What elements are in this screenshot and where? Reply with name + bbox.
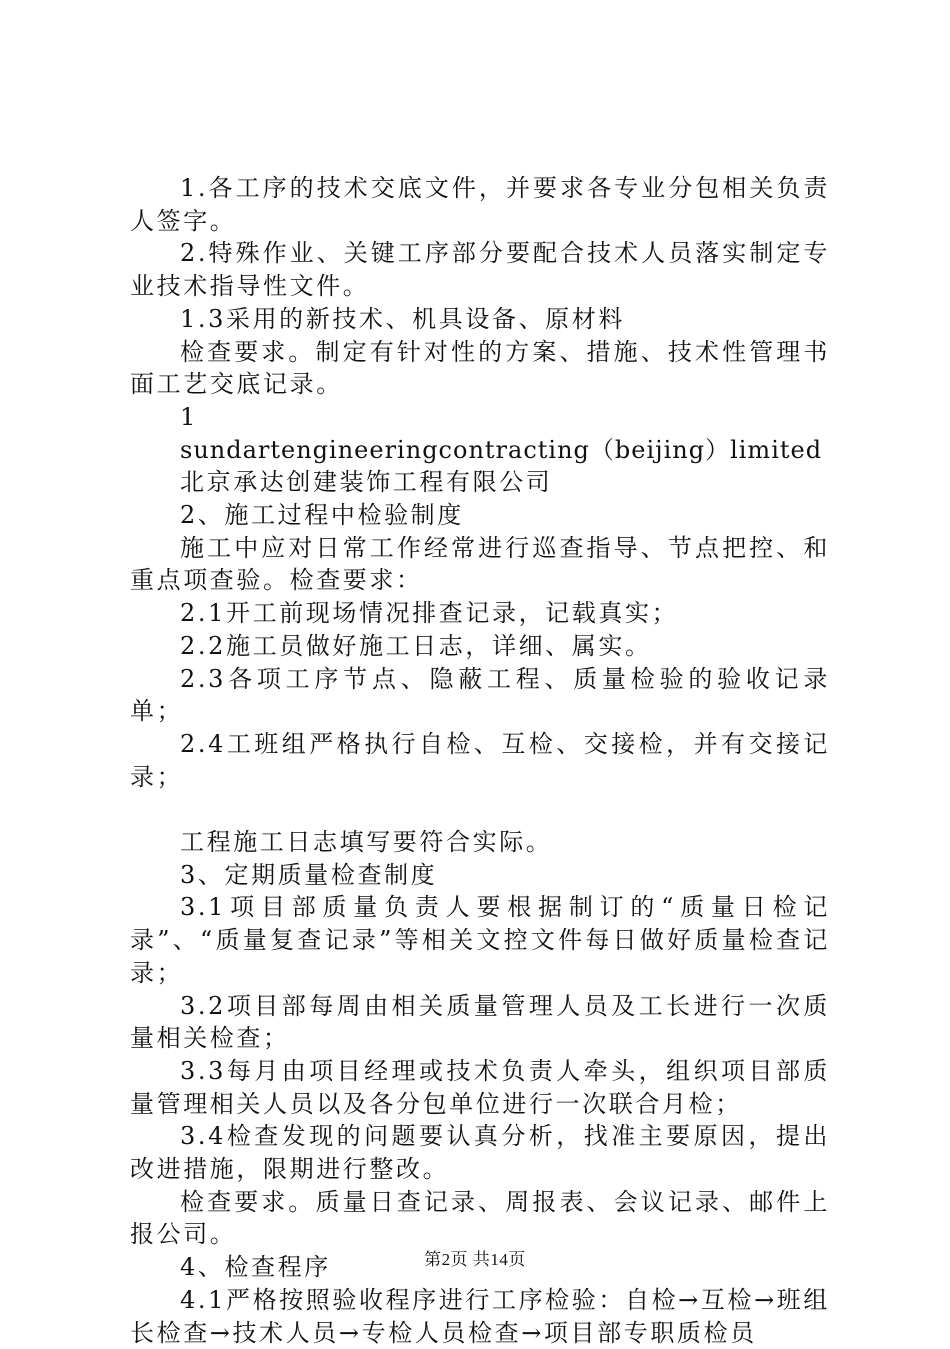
page-number-inline: 1 bbox=[180, 402, 198, 431]
paragraph: 1.各工序的技术交底文件，并要求各专业分包相关负责人签字。 bbox=[130, 174, 830, 235]
blank-line bbox=[130, 793, 830, 826]
section-heading: 1.3采用的新技术、机具设备、原材料 bbox=[180, 304, 625, 333]
list-item: 2.2施工员做好施工日志，详细、属实。 bbox=[180, 631, 652, 660]
section-heading: 3、定期质量检查制度 bbox=[180, 860, 438, 889]
list-item: 2.3各项工序节点、隐蔽工程、质量检验的验收记录单； bbox=[130, 664, 830, 726]
section-heading: 2、施工过程中检验制度 bbox=[180, 501, 464, 530]
list-item: 3.3每月由项目经理或技术负责人牵头，组织项目部质量管理相关人员以及各分包单位进行一次联合月检； bbox=[130, 1056, 830, 1118]
page-indicator: 第2页 共14页 bbox=[424, 1250, 526, 1269]
page-footer bbox=[0, 1245, 950, 1270]
paragraph: 施工中应对日常工作经常进行巡查指导、节点把控、和重点项查验。检查要求： bbox=[130, 533, 830, 595]
list-item: 3.2项目部每周由相关质量管理人员及工长进行一次质量相关检查； bbox=[130, 991, 830, 1053]
section-heading: 4、检查程序 bbox=[180, 1253, 331, 1282]
list-item: 3.4检查发现的问题要认真分析，找准主要原因，提出改进措施，限期进行整改。 bbox=[130, 1122, 830, 1184]
paragraph: 检查要求。质量日查记录、周报表、会议记录、邮件上报公司。 bbox=[130, 1187, 830, 1249]
company-name-english: sundartengineeringcontracting（beijing）limited bbox=[180, 435, 823, 464]
document-body bbox=[130, 172, 830, 1349]
list-item: 2.1开工前现场情况排查记录，记载真实； bbox=[180, 599, 679, 628]
paragraph: 检查要求。制定有针对性的方案、措施、技术性管理书面工艺交底记录。 bbox=[130, 337, 830, 399]
company-name-chinese: 北京承达创建装饰工程有限公司 bbox=[180, 468, 553, 497]
paragraph: 2.特殊作业、关键工序部分要配合技术人员落实制定专业技术指导性文件。 bbox=[130, 239, 830, 301]
list-item: 4.1严格按照验收程序进行工序检验：自检→互检→班组长检查→技术人员→专检人员检查→项目部专职质检员 bbox=[130, 1285, 830, 1347]
list-item: 2.4工班组严格执行自检、互检、交接检，并有交接记录； bbox=[130, 729, 830, 791]
list-item: 3.1项目部质量负责人要根据制订的“质量日检记录”、“质量复查记录”等相关文控文件每日做好质量检查记录； bbox=[130, 893, 830, 987]
paragraph: 工程施工日志填写要符合实际。 bbox=[180, 828, 553, 857]
